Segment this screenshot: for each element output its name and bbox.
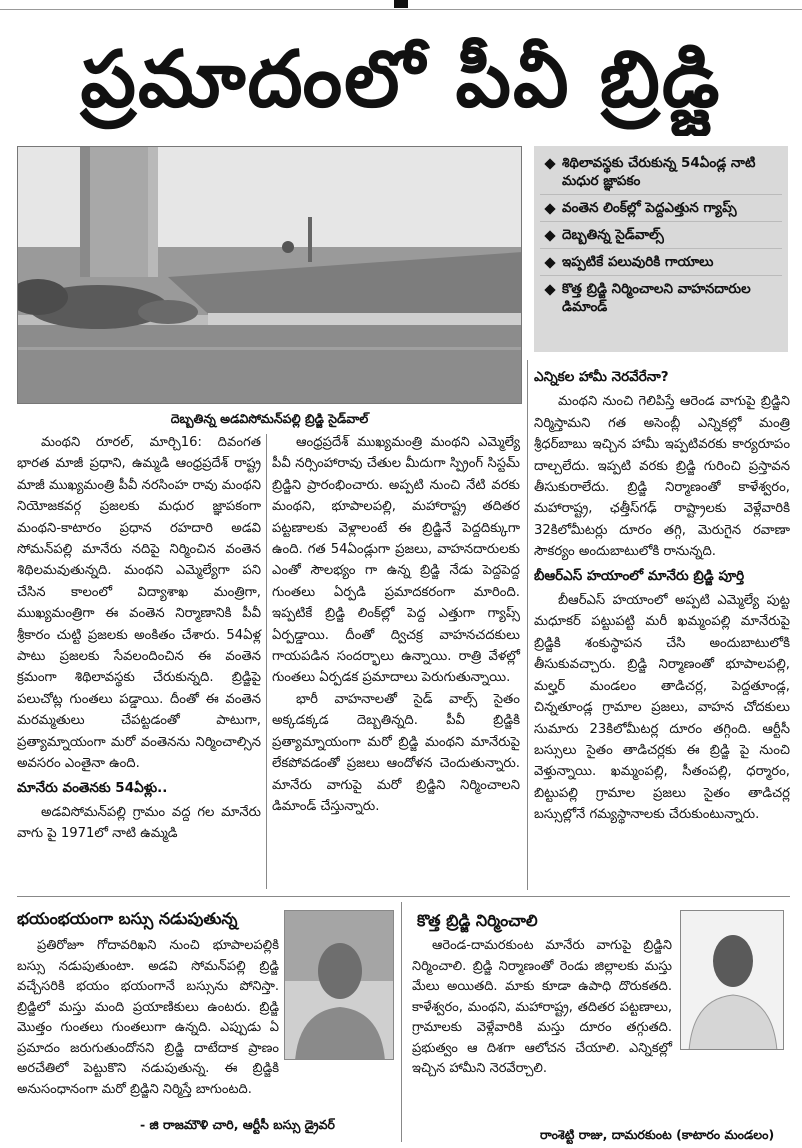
headline: ప్రమాదంలో పీవీ బ్రిడ్జి xyxy=(80,35,722,125)
section-divider xyxy=(17,896,790,897)
highlight-item: ఇప్పటికే పలువురికి గాయాలు xyxy=(540,249,782,276)
article-column-2 xyxy=(272,432,520,817)
article-paragraph: అడవిసోమన్‌పల్లి గ్రామం వద్ద గల మానేరు వాగు పై 1971లో నాటి ఉమ్మడి xyxy=(17,804,261,842)
article-paragraph: బీఆర్ఎస్ హయాంలో అప్పటి ఎమ్మెల్యే పుట్ట మధూకర్ పట్టుపట్టి మరీ ఖమ్మంపల్లి మానేరుపై బ్రిడ్జికి శంకుస్థాపన చేసి అందుబాటులోకి తీసుకువచ్చారు. బ్రిడ్జి నిర్మాణంతో భూపాలపల్లి, మల్హర్ మండలం తాడిచర్ల, పెద్దతూండ్ల, చిన్నతూండ్ల గ్రామాల ప్రజలు, వాహన చోదకులు సుమారు 23కిలోమీటర్ల దూరం తగ్గింది. ఆర్టీసీ బస్సులు సైతం తాడిచర్లకు ఈ బ్రిడ్జి పై నుంచి వెళ్తున్నాయి. ఖమ్మంపల్లి, సీతంపల్లి, ధర్మారం, బిట్టుపల్లి గ్రామాల ప్రజలు సైతం తాడిచర్ల బస్సుల్లోనే గమ్యస్థానాలకు చేరుకుంటున్నారు. xyxy=(534,593,790,823)
article-paragraph: మంథని నుంచి గెలిపిస్తే ఆరెండ వాగుపై బ్రిడ్జిని నిర్మిస్తామని గత అసెంబ్లీ ఎన్నికల్లో మంత్రి శ్రీధర్‌బాబు ఇచ్చిన హామీ ఇప్పటివరకు కార్యరూపం దాల్చలేదు. ఇప్పటి వరకు బ్రిడ్జి గురించి ప్రస్తావన తీసుకురాలేదు. బ్రిడ్జి నిర్మాణంతో కాళేశ్వరం, మహారాష్ట్ర, ఛత్తీస్‌గఢ్ రాష్ట్రాలకు వెళ్లేవారికి 32కిలోమీటర్లు దూరం తగ్గి, మెరుగైన రవాణా సౌకర్యం అందుబాటులోకి రానున్నది. xyxy=(534,394,790,560)
highlights-box xyxy=(534,146,788,352)
article-subheading: ఎన్నికల హామీ నెరవేరేనా? xyxy=(534,369,669,385)
top-rule xyxy=(0,0,802,10)
resident-portrait xyxy=(680,910,784,1050)
diamond-bullet-icon xyxy=(544,284,555,295)
bridge-photo-image xyxy=(18,147,522,404)
article-paragraph: భారీ వాహనాలతో సైడ్ వాల్స్ సైతం అక్కడక్కడ దెబ్బతిన్నది. పీవీ బ్రిడ్జికి ప్రత్యామ్నాయంగా మరో బ్రిడ్జి మంథని మానేరుపై లేకపోవడంతో ప్రజలు ఆందోళన చెందుతున్నారు. మానేరు వాగుపై మరో బ్రిడ్జిని నిర్మించాలని డిమాండ్ చేస్తున్నారు. xyxy=(272,691,520,814)
diamond-bullet-icon xyxy=(544,257,555,268)
highlight-item: శిథిలావస్థకు చేరుకున్న 54ఏండ్ల నాటి మధుర జ్ఞాపకం xyxy=(540,150,782,195)
highlight-item: వంతెన లింక్‌ల్లో పెద్దఎత్తున గ్యాప్స్ xyxy=(540,195,782,222)
quote-box-text-left: ప్రతిరోజూ గోదావరిఖని నుంచి భూపాలపల్లికి బస్సు నడుపుతుంటా. అడవి సోమన్‌పల్లి బ్రిడ్జి వచ్చేసరికి భయం భయంగానే బస్సును పోనిస్తా. బ్రిడ్జిలో మస్తు మంది ప్రయాణికులు ఉంటరు. బ్రిడ్జి మొత్తం గుంతలు గుంతలుగా ఉన్నది. ఎప్పుడు ఏ ప్రమాదం జరుగుతుందోనని బ్రిడ్జి దాటేదాక ప్రాణం అరచేతిలో పెట్టుకొని నడుపుతున్న. ఈ బ్రిడ్జికి అనుసంధానంగా మరో బ్రిడ్జిని నిర్మిస్తే బాగుంటది. xyxy=(17,938,279,1097)
article-paragraph: ఆంధ్రప్రదేశ్ ముఖ్యమంత్రి మంథని ఎమ్మెల్యే పీవీ నర్సింహారావు చేతుల మీదుగా స్ప్రింగ్ సిస్టమ్ బ్రిడ్జిని ప్రారంభించారు. అప్పటి నుంచి నేటి వరకు మంథని, భూపాలపల్లి, మహారాష్ట్ర తదితర పట్టణాలకు వెళ్లాలంటే ఈ బ్రిడ్జినే పెద్దదిక్కుగా ఉంది. గత 54ఏండ్లుగా ప్రజలు, వాహనదారులకు ఎంతో సౌలభ్యం గా ఉన్న బ్రిడ్జి నేడు పెద్దపెద్ద గుంతలు ఏర్పడి ప్రమాదకరంగా మారింది. ఇప్పటికే బ్రిడ్జి లింక్‌ల్లో పెద్ద ఎత్తుగా గ్యాప్స్ ఏర్పడ్డాయి. దీంతో ద్విచక్ర వాహనచదకులు గాయపడిన సందర్భాలు ఉన్నాయి. రాత్రి వేళల్లో గుంతలు ఏర్పడక ప్రమాదాలు పెరుగుతున్నాయి. xyxy=(272,435,520,686)
bridge-photo xyxy=(17,146,522,404)
article-paragraph: మంథని రూరల్, మార్చి16: దివంగత భారత మాజీ ప్రధాని, ఉమ్మడి ఆంధ్రప్రదేశ్ రాష్ట్ర మాజీ ముఖ్యమంత్రి పీవీ నరసింహ రావు మంథని నియోజకవర్గ ప్రజలకు మధుర జ్ఞాపకంగా మంథని-కాటారం ప్రధాన రహదారి అడవి సోమన్‌పల్లి మానేరు నదిపై నిర్మించిన వంతెన శిథిలమవుతున్నది. మంథని ఎమ్మెల్యేగా పని చేసిన కాలంలో విద్యాశాఖ మంత్రిగా, ముఖ్యమంత్రిగా ఈ వంతెన నిర్మాణానికి పీవీ శ్రీకారం చుట్టి ప్రజలకు అంకితం చేశారు. 54ఏళ్ల పాటు ప్రజలకు సేవలందించిన ఈ వంతెన క్రమంగా శిథిలావస్థకు చేరుకున్నది. బ్రిడ్జిపై పలుచోట్ల గుంతలు పడ్డాయి. దీంతో ఈ వంతెన మరమ్మతులు చేపట్టడంతో పాటుగా, ప్రత్యామ్నాయంగా మరో వంతెనను నిర్మించాల్సిన అవసరం ఎంతైనా ఉంది. xyxy=(17,435,261,772)
quote-credit-left: - జి రాజమౌళి చారి, ఆర్టీసీ బస్సు డ్రైవర్ xyxy=(140,1117,335,1132)
diamond-bullet-icon xyxy=(544,203,555,214)
quote-box-title-left: భయంభయంగా బస్సు నడుపుతున్న xyxy=(17,909,238,928)
quote-box-title-right: కొత్త బ్రిడ్జి నిర్మించాలి xyxy=(417,911,538,930)
column-divider xyxy=(266,434,267,889)
driver-portrait-image xyxy=(285,911,394,1060)
article-subheading: బీఆర్ఎస్ హయాంలో మానేరు బ్రిడ్జి పూర్తి xyxy=(534,567,745,584)
masthead-notch xyxy=(394,0,408,8)
article-column-1 xyxy=(17,432,261,845)
article-subheading: మానేరు వంతెనకు 54ఏళ్లు.. xyxy=(17,779,168,796)
highlight-item: కొత్త బ్రిడ్జి నిర్మించాలని వాహనదారుల డిమాండ్ xyxy=(540,276,782,320)
diamond-bullet-icon xyxy=(544,158,555,169)
article-column-3 xyxy=(534,364,790,826)
resident-portrait-image xyxy=(681,911,784,1050)
quote-credit-right: రాంశెట్టి రాజు, దామరకుంట (కాటారం మండలం) xyxy=(540,1127,775,1142)
highlight-item: దెబ్బతిన్న సైడ్‌వాల్స్ xyxy=(540,222,782,249)
photo-caption: దెబ్బతిన్న అడవిసోమన్‌పల్లి బ్రిడ్జి సైడ్‌వాల్ xyxy=(170,411,369,426)
column-divider xyxy=(527,360,528,890)
quote-box-text-right: ఆరెండ-దామరకుంట మానేరు వాగుపై బ్రిడ్జిని నిర్మించాలి. బ్రిడ్జి నిర్మాణంతో రెండు జిల్లాలకు మస్తు మేలు అయితది. మాకు కూడా ఉపాధి దొరుకతది. కాళేశ్వరం, మంథని, మహారాష్ట్ర, తదితర పట్టణాలు, గ్రామాలకు వెళ్లేవారికి మస్తు దూరం తగ్గుతది. ప్రభుత్వం ఆ దిశగా ఆలోచన చేయాలి. ఎన్నికల్లో ఇచ్చిన హామీని నెరవేర్చాలి. xyxy=(412,938,672,1076)
box-divider xyxy=(401,902,402,1142)
driver-portrait xyxy=(284,910,394,1060)
diamond-bullet-icon xyxy=(544,230,555,241)
